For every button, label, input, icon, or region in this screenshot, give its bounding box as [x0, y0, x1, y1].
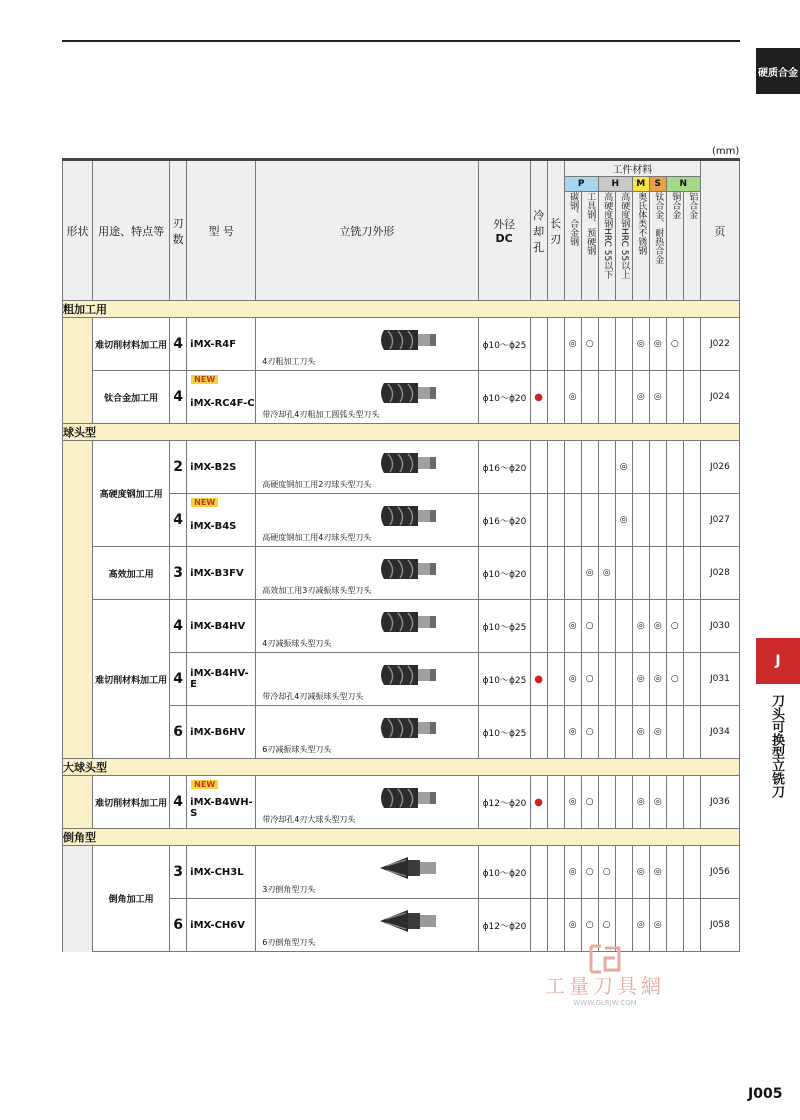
model-name: iMX-CH6V [190, 919, 245, 931]
model-name: iMX-RC4F-C [190, 397, 255, 409]
material-mark [666, 371, 683, 424]
page-ref: J026 [700, 441, 739, 494]
diameter-value: ϕ10～ϕ25 [478, 600, 530, 653]
diameter-value: ϕ10～ϕ25 [478, 653, 530, 706]
blade-count: 3 [170, 547, 187, 600]
cutter-image-icon [378, 555, 440, 583]
usage-cell: 倒角加工用 [93, 846, 170, 952]
blade-count: 6 [170, 899, 187, 952]
col-usage: 用途、特点等 [93, 160, 170, 301]
table-row [63, 441, 740, 494]
cutter-image-cell [256, 318, 478, 371]
material-mark [598, 494, 615, 547]
material-mark [666, 899, 683, 952]
material-mark: ◎ [564, 846, 581, 899]
watermark-text: 工量刀具網 [545, 974, 665, 998]
diameter-value: ϕ12～ϕ20 [478, 899, 530, 952]
mat-group-p: P [564, 177, 598, 192]
material-mark: ◎ [649, 776, 666, 829]
material-mark [581, 494, 598, 547]
section-heading: 球头型 [63, 424, 740, 441]
new-badge: NEW [191, 375, 218, 384]
col-image: 立铣刀外形 [256, 160, 478, 301]
material-mark: ◎ [632, 776, 649, 829]
material-mark [564, 441, 581, 494]
usage-cell: 高效加工用 [93, 547, 170, 600]
coolant-mark: ● [530, 653, 547, 706]
material-mark [615, 600, 632, 653]
material-mark: ○ [581, 899, 598, 952]
material-mark: ○ [581, 846, 598, 899]
category-tab: 硬质合金 [756, 48, 800, 94]
blade-count: 4 [170, 494, 187, 547]
long-edge-mark [547, 494, 564, 547]
material-mark [683, 494, 700, 547]
material-mark [598, 706, 615, 759]
material-mark: ○ [581, 706, 598, 759]
section-rough [63, 301, 740, 318]
cutter-caption: 高硬度钢加工用2刃球头型刀头 [262, 480, 372, 489]
model-cell [187, 899, 256, 952]
blade-count: 6 [170, 706, 187, 759]
coolant-mark [530, 494, 547, 547]
blade-count: 3 [170, 846, 187, 899]
long-edge-mark [547, 706, 564, 759]
material-mark: ◎ [615, 494, 632, 547]
table-row [63, 600, 740, 653]
section-bigball [63, 759, 740, 776]
long-edge-mark [547, 846, 564, 899]
material-mark: ◎ [632, 600, 649, 653]
coolant-mark [530, 600, 547, 653]
material-mark: ◎ [649, 706, 666, 759]
material-mark [666, 776, 683, 829]
col-material: 工件材料 [564, 160, 700, 177]
new-badge: NEW [191, 780, 218, 789]
material-mark: ◎ [649, 371, 666, 424]
coolant-mark [530, 846, 547, 899]
usage-cell: 难切削材料加工用 [93, 318, 170, 371]
mat-group-h: H [598, 177, 632, 192]
mat-group-n: N [666, 177, 700, 192]
section-heading: 大球头型 [63, 759, 740, 776]
col-diameter: 外径 DC [478, 160, 530, 301]
mat-col: 碳钢、合金钢 [564, 192, 581, 301]
material-mark [632, 547, 649, 600]
diameter-value: ϕ10～ϕ20 [478, 371, 530, 424]
model-name: iMX-B4HV [190, 620, 246, 632]
material-mark [564, 547, 581, 600]
material-mark: ○ [666, 318, 683, 371]
cutter-caption: 带冷却孔4刃大球头型刀头 [262, 815, 356, 824]
cutter-image-icon [378, 379, 440, 407]
table-row [63, 547, 740, 600]
model-cell [187, 653, 256, 706]
section-heading: 倒角型 [63, 829, 740, 846]
cutter-image-icon [378, 907, 440, 935]
long-edge-mark [547, 318, 564, 371]
material-mark: ◎ [632, 706, 649, 759]
material-mark [683, 706, 700, 759]
material-mark: ◎ [564, 371, 581, 424]
model-name: iMX-B4S [190, 520, 237, 532]
coolant-mark: ● [530, 776, 547, 829]
cutter-caption: 4刃减振球头型刀头 [262, 639, 332, 648]
material-mark [683, 318, 700, 371]
material-mark [666, 706, 683, 759]
mat-group-s: S [649, 177, 666, 192]
cutter-caption: 6刃减振球头型刀头 [262, 745, 332, 754]
usage-cell: 难切削材料加工用 [93, 600, 170, 759]
mat-col: 铝合金 [683, 192, 700, 301]
cutter-caption: 高硬度钢加工用4刃球头型刀头 [262, 533, 372, 542]
col-page: 页 [700, 160, 739, 301]
section-heading: 粗加工用 [63, 301, 740, 318]
material-mark: ○ [598, 846, 615, 899]
page-ref: J058 [700, 899, 739, 952]
material-mark [615, 371, 632, 424]
model-name: iMX-B2S [190, 461, 237, 473]
material-mark: ◎ [564, 318, 581, 371]
material-mark: ◎ [632, 318, 649, 371]
long-edge-mark [547, 441, 564, 494]
material-mark: ◎ [649, 318, 666, 371]
model-cell [187, 371, 256, 424]
material-mark [649, 441, 666, 494]
material-mark [615, 776, 632, 829]
material-mark: ◎ [564, 600, 581, 653]
material-mark [666, 846, 683, 899]
material-mark [615, 547, 632, 600]
usage-cell: 高硬度钢加工用 [93, 441, 170, 547]
material-mark: ○ [666, 600, 683, 653]
material-mark: ◎ [649, 653, 666, 706]
material-mark: ◎ [598, 547, 615, 600]
page-ref: J031 [700, 653, 739, 706]
page-ref: J024 [700, 371, 739, 424]
material-mark: ◎ [632, 371, 649, 424]
table-row [63, 318, 740, 371]
diameter-value: ϕ10～ϕ25 [478, 318, 530, 371]
cutter-caption: 4刃粗加工刀头 [262, 357, 316, 366]
coolant-mark [530, 547, 547, 600]
long-edge-mark [547, 899, 564, 952]
model-name: iMX-B3FV [190, 567, 244, 579]
long-edge-mark [547, 776, 564, 829]
page-ref: J027 [700, 494, 739, 547]
material-mark [683, 846, 700, 899]
blade-count: 4 [170, 776, 187, 829]
usage-cell: 难切削材料加工用 [93, 776, 170, 829]
material-mark [564, 494, 581, 547]
material-mark [598, 600, 615, 653]
diameter-value: ϕ10～ϕ25 [478, 706, 530, 759]
model-cell [187, 494, 256, 547]
shape-cell [63, 318, 93, 424]
material-mark: ○ [581, 600, 598, 653]
material-mark [683, 441, 700, 494]
coolant-mark: ● [530, 371, 547, 424]
shape-cell [63, 776, 93, 829]
material-mark: ◎ [615, 441, 632, 494]
cutter-image-icon [378, 326, 440, 354]
material-mark [683, 547, 700, 600]
material-mark [666, 547, 683, 600]
mat-col: 奥氏体类不锈钢 [632, 192, 649, 301]
col-long: 长刃 [547, 160, 564, 301]
cutter-image-icon [378, 449, 440, 477]
cutter-image-icon [378, 661, 440, 689]
mat-col: 工具钢、预硬钢 [581, 192, 598, 301]
cutter-image-cell [256, 494, 478, 547]
unit-label: (mm) [712, 146, 740, 157]
material-mark [615, 318, 632, 371]
material-mark: ○ [581, 318, 598, 371]
material-mark: ○ [581, 776, 598, 829]
coolant-mark [530, 899, 547, 952]
material-mark: ○ [598, 899, 615, 952]
cutter-image-cell [256, 653, 478, 706]
usage-cell: 钛合金加工用 [93, 371, 170, 424]
model-cell [187, 441, 256, 494]
diameter-value: ϕ16～ϕ20 [478, 494, 530, 547]
long-edge-mark [547, 547, 564, 600]
model-cell [187, 706, 256, 759]
material-mark [683, 776, 700, 829]
cutter-image-icon [378, 854, 440, 882]
table-row [63, 371, 740, 424]
model-cell [187, 846, 256, 899]
shape-cell [63, 846, 93, 952]
table-row [63, 846, 740, 899]
material-mark [598, 318, 615, 371]
material-mark: ◎ [649, 899, 666, 952]
material-mark [683, 371, 700, 424]
long-edge-mark [547, 600, 564, 653]
page-ref: J056 [700, 846, 739, 899]
diameter-value: ϕ10～ϕ20 [478, 547, 530, 600]
section-chamfer [63, 829, 740, 846]
cutter-caption: 高效加工用3刃减振球头型刀头 [262, 586, 372, 595]
watermark [530, 948, 680, 1007]
diameter-value: ϕ16～ϕ20 [478, 441, 530, 494]
page-ref: J030 [700, 600, 739, 653]
col-blades: 刃数 [170, 160, 187, 301]
model-name: iMX-CH3L [190, 866, 244, 878]
cutter-caption: 带冷却孔4刃粗加工圆弧头型刀头 [262, 410, 380, 419]
coolant-mark [530, 441, 547, 494]
material-mark: ◎ [564, 653, 581, 706]
material-mark [666, 494, 683, 547]
material-mark: ◎ [581, 547, 598, 600]
model-name: iMX-B6HV [190, 726, 246, 738]
cutter-image-cell [256, 371, 478, 424]
cutter-image-icon [378, 784, 440, 812]
material-mark [683, 653, 700, 706]
long-edge-mark [547, 653, 564, 706]
cutter-caption: 3刃倒角型刀头 [262, 885, 316, 894]
cutter-image-icon [378, 714, 440, 742]
material-mark: ◎ [564, 776, 581, 829]
new-badge: NEW [191, 498, 218, 507]
col-coolant: 冷却孔 [530, 160, 547, 301]
section-tab-j: J [756, 638, 800, 684]
material-mark [615, 846, 632, 899]
coolant-mark [530, 318, 547, 371]
col-shape: 形状 [63, 160, 93, 301]
col-model: 型 号 [187, 160, 256, 301]
cutter-image-cell [256, 547, 478, 600]
page-number: J005 [748, 1086, 783, 1102]
diameter-value: ϕ10～ϕ20 [478, 846, 530, 899]
material-mark [581, 371, 598, 424]
material-mark: ◎ [649, 600, 666, 653]
mat-col: 高硬度钢HRC 55以下 [598, 192, 615, 301]
cutter-image-cell [256, 899, 478, 952]
cutter-caption: 带冷却孔4刃减振球头型刀头 [262, 692, 364, 701]
cutter-image-icon [378, 502, 440, 530]
watermark-logo-icon [587, 944, 623, 974]
mat-col: 铜合金 [666, 192, 683, 301]
model-name: iMX-B4WH-S [190, 797, 253, 819]
material-mark [581, 441, 598, 494]
material-mark [632, 441, 649, 494]
cutter-image-cell [256, 706, 478, 759]
table-row [63, 776, 740, 829]
model-name: iMX-B4HV-E [190, 668, 249, 690]
cutter-image-cell [256, 776, 478, 829]
cutter-caption: 6刃倒角型刀头 [262, 938, 316, 947]
model-cell [187, 600, 256, 653]
material-mark: ◎ [632, 653, 649, 706]
page-ref: J034 [700, 706, 739, 759]
model-name: iMX-R4F [190, 338, 237, 350]
blade-count: 4 [170, 371, 187, 424]
page-ref: J022 [700, 318, 739, 371]
model-cell [187, 776, 256, 829]
mat-col: 钛合金、耐热合金 [649, 192, 666, 301]
product-table [62, 158, 740, 952]
material-mark [649, 547, 666, 600]
blade-count: 2 [170, 441, 187, 494]
diameter-value: ϕ12～ϕ20 [478, 776, 530, 829]
top-rule [62, 40, 740, 42]
material-mark: ◎ [564, 899, 581, 952]
material-mark [632, 494, 649, 547]
page-ref: J036 [700, 776, 739, 829]
material-mark: ◎ [564, 706, 581, 759]
blade-count: 4 [170, 653, 187, 706]
material-mark [683, 600, 700, 653]
material-mark: ◎ [649, 846, 666, 899]
cutter-image-cell [256, 441, 478, 494]
material-mark [615, 653, 632, 706]
material-mark [649, 494, 666, 547]
page-ref: J028 [700, 547, 739, 600]
model-cell [187, 318, 256, 371]
cutter-image-cell [256, 600, 478, 653]
material-mark [598, 776, 615, 829]
mat-group-m: M [632, 177, 649, 192]
material-mark [598, 441, 615, 494]
long-edge-mark [547, 371, 564, 424]
material-mark [666, 441, 683, 494]
section-title: 刀头可换型立铣刀 [769, 694, 784, 798]
coolant-mark [530, 706, 547, 759]
watermark-url: WWW.GLRJW.COM [573, 999, 637, 1007]
material-mark [598, 371, 615, 424]
mat-col: 高硬度钢HRC 55以上 [615, 192, 632, 301]
cutter-image-icon [378, 608, 440, 636]
blade-count: 4 [170, 318, 187, 371]
material-mark [598, 653, 615, 706]
material-mark [615, 706, 632, 759]
shape-cell [63, 441, 93, 759]
material-mark: ◎ [632, 846, 649, 899]
material-mark: ◎ [632, 899, 649, 952]
material-mark: ○ [581, 653, 598, 706]
model-cell [187, 547, 256, 600]
material-mark [683, 899, 700, 952]
cutter-image-cell [256, 846, 478, 899]
material-mark: ○ [666, 653, 683, 706]
section-ball [63, 424, 740, 441]
blade-count: 4 [170, 600, 187, 653]
